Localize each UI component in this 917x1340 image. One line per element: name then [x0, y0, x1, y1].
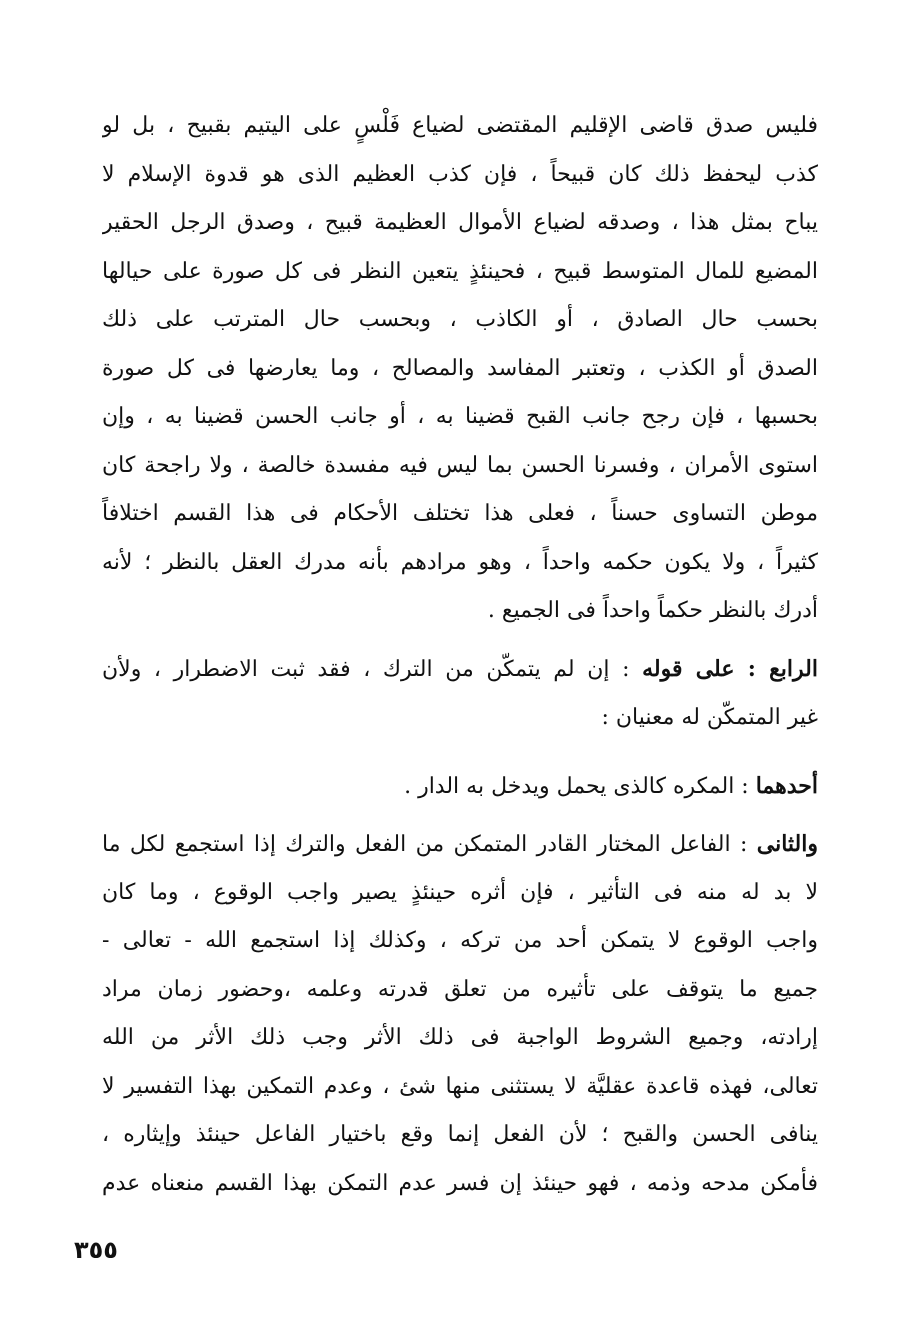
paragraph-2: [102, 645, 818, 742]
paragraph-line: كثيراً ، ولا يكون حكمه واحداً ، وهو مرادهم بأنه مدرك العقل بالنظر ؛ لأنه: [102, 549, 818, 575]
paragraph-3: [102, 762, 818, 811]
paragraph-line: واجب الوقوع لا يتمكن أحد من تركه ، وكذلك إذا استجمع الله - تعالى -: [102, 928, 818, 953]
paragraph-line: فأمكن مدحه وذمه ، فهو حينئذ إن فسر عدم التمكن بهذا القسم منعناه عدم: [102, 1170, 818, 1196]
paragraph-line-text: : الفاعل المختار القادر المتمكن من الفعل والترك إذا استجمع لكل ما: [102, 832, 757, 857]
paragraph-4: [102, 820, 818, 1208]
paragraph-line: موطن التساوى حسناً ، فعلى هذا تختلف الأحكام فى هذا القسم اختلافاً: [102, 501, 818, 526]
paragraph-line: بحسبها ، فإن رجح جانب القبح قضينا به ، أو جانب الحسن قضينا به ، وإن: [102, 404, 818, 429]
paragraph-line: لا بد له منه فى التأثير ، فإن أثره حينئذٍ يصير واجب الوقوع ، وما كان: [102, 879, 818, 905]
paragraph-line: غير المتمكّن له معنيان :: [601, 704, 818, 730]
paragraph-line: بحسب حال الصادق ، أو الكاذب ، وبحسب حال المترتب على ذلك: [102, 307, 818, 332]
paragraph-line: أدرك بالنظر حكماً واحداً فى الجميع .: [487, 598, 818, 623]
paragraph-line: إرادته، وجميع الشروط الواجبة فى ذلك الأثر وجب ذلك الأثر من الله: [102, 1025, 818, 1050]
paragraph-line: [102, 820, 818, 869]
paragraph-line: يباح بمثل هذا ، وصدقه لضياع الأموال العظيمة قبيح ، وصدق الرجل الحقير: [102, 210, 818, 235]
paragraph-lead: والثانى: [756, 831, 818, 857]
paragraph-line: جميع ما يتوقف على تأثيره من تعلق قدرته وعلمه ،وحضور زمان مراد: [102, 976, 818, 1002]
paragraph-line: المضيع للمال المتوسط قبيح ، فحينئذٍ يتعين النظر فى كل صورة على حيالها: [102, 258, 818, 284]
paragraph-line: الصدق أو الكذب ، وتعتبر المفاسد والمصالح ، وما يعارضها فى كل صورة: [102, 355, 818, 381]
paragraph-line-text: : المكره كالذى يحمل ويدخل به الدار .: [404, 774, 756, 799]
paragraph-line: تعالى، فهذه قاعدة عقليَّة لا يستثنى منها شئ ، وعدم التمكين بهذا التفسير لا: [102, 1073, 818, 1099]
paragraph-lead: أحدهما: [755, 773, 818, 799]
paragraph-1: [102, 102, 818, 636]
paragraph-line: ينافى الحسن والقبح ؛ لأن الفعل إنما وقع باختيار الفاعل حينئذ وإيثاره ،: [102, 1122, 818, 1147]
paragraph-line: استوى الأمران ، وفسرنا الحسن بما ليس فيه مفسدة خالصة ، ولا راجحة كان: [102, 452, 818, 478]
paragraph-lead: الرابع : على قوله: [642, 656, 818, 682]
paragraph-line-text: : إن لم يتمكّن من الترك ، فقد ثبت الاضطرار ، ولأن: [102, 657, 643, 682]
paragraph-line: [102, 645, 818, 694]
paragraph-line: فليس صدق قاضى الإقليم المقتضى لضياع فَلْسٍ على اليتيم بقبيح ، بل لو: [102, 113, 818, 138]
page-number: ٣٥٥: [74, 1236, 118, 1264]
paragraph-line: [102, 762, 818, 811]
paragraph-line: كذب ليحفظ ذلك كان قبيحاً ، فإن كذب العظيم الذى هو قدوة الإسلام لا: [102, 161, 818, 187]
